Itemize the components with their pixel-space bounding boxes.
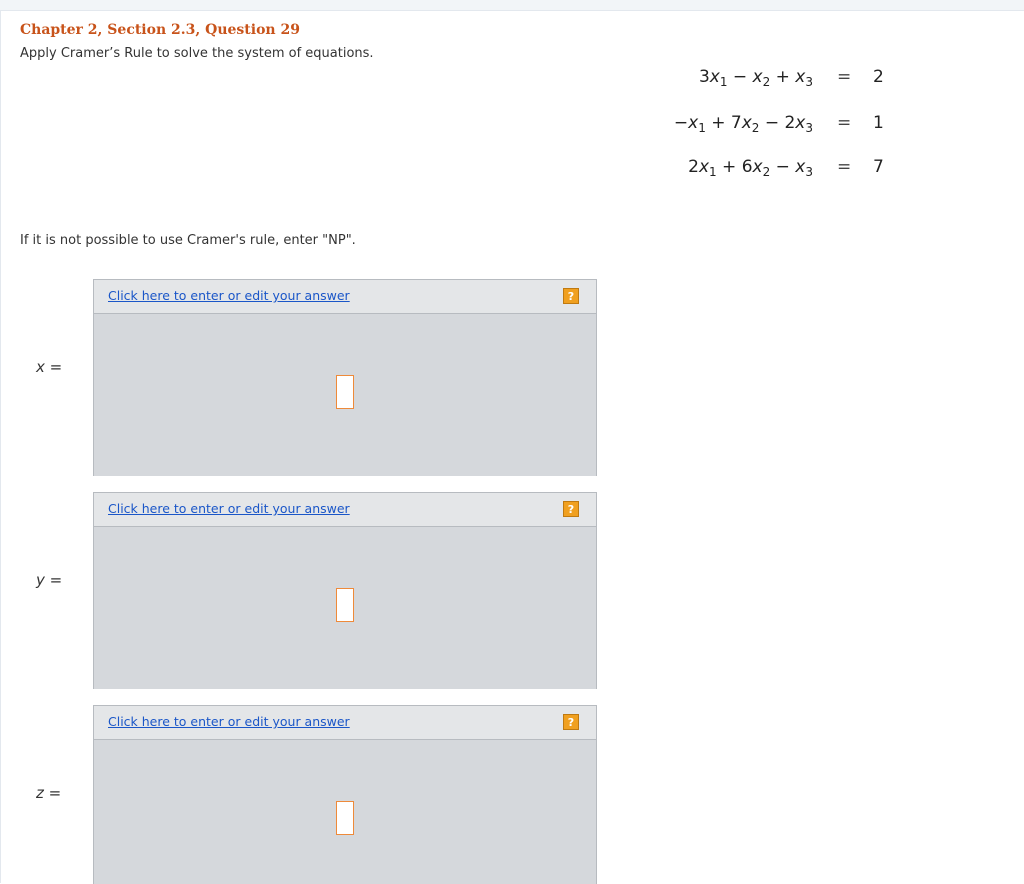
enter-answer-link[interactable]: Click here to enter or edit your answer bbox=[108, 288, 350, 303]
equation-row-1 bbox=[601, 67, 901, 97]
question-title: Chapter 2, Section 2.3, Question 29 bbox=[20, 22, 300, 38]
equals-sign: = bbox=[837, 113, 852, 133]
equation-rhs: 1 bbox=[873, 113, 884, 133]
equals-sign: = bbox=[837, 67, 852, 87]
question-mark-icon[interactable]: ? bbox=[563, 288, 579, 304]
variable-label-z bbox=[36, 784, 61, 802]
answer-box-z[interactable] bbox=[93, 705, 597, 884]
top-strip bbox=[0, 0, 1024, 11]
variable-name: x bbox=[36, 358, 45, 376]
question-mark-icon[interactable]: ? bbox=[563, 714, 579, 730]
equation-lhs: $2x_1 + 6x_2 - x_3$ bbox=[688, 157, 813, 179]
equals-sign: = bbox=[49, 571, 63, 589]
equals-sign: = bbox=[49, 358, 63, 376]
answer-box-x[interactable] bbox=[93, 279, 597, 476]
enter-answer-link[interactable]: Click here to enter or edit your answer bbox=[108, 501, 350, 516]
question-instruction: Apply Cramer’s Rule to solve the system of equations. bbox=[20, 46, 374, 61]
equation-lhs: $-x_1 + 7x_2 - 2x_3$ bbox=[673, 113, 813, 135]
answer-header bbox=[94, 280, 596, 314]
answer-input-area[interactable] bbox=[94, 740, 596, 884]
equation-lhs: $3x_1 - x_2 + x_3$ bbox=[698, 67, 813, 89]
equation-row-3 bbox=[601, 157, 901, 187]
variable-name: z bbox=[36, 784, 44, 802]
variable-label-y bbox=[36, 571, 62, 589]
answer-header bbox=[94, 706, 596, 740]
answer-input-field[interactable] bbox=[336, 801, 354, 835]
answer-input-field[interactable] bbox=[336, 588, 354, 622]
equation-rhs: 7 bbox=[873, 157, 884, 177]
answer-box-y[interactable] bbox=[93, 492, 597, 689]
equation-row-2 bbox=[601, 113, 901, 143]
answer-input-area[interactable] bbox=[94, 314, 596, 476]
equals-sign: = bbox=[48, 784, 62, 802]
equation-system bbox=[601, 61, 901, 201]
question-panel bbox=[0, 11, 1024, 883]
answer-header bbox=[94, 493, 596, 527]
variable-label-x bbox=[36, 358, 62, 376]
equation-rhs: 2 bbox=[873, 67, 884, 87]
variable-name: y bbox=[36, 571, 45, 589]
np-note: If it is not possible to use Cramer's rule, enter "NP". bbox=[20, 233, 356, 248]
answer-input-field[interactable] bbox=[336, 375, 354, 409]
answer-input-area[interactable] bbox=[94, 527, 596, 689]
question-mark-icon[interactable]: ? bbox=[563, 501, 579, 517]
equals-sign: = bbox=[837, 157, 852, 177]
enter-answer-link[interactable]: Click here to enter or edit your answer bbox=[108, 714, 350, 729]
